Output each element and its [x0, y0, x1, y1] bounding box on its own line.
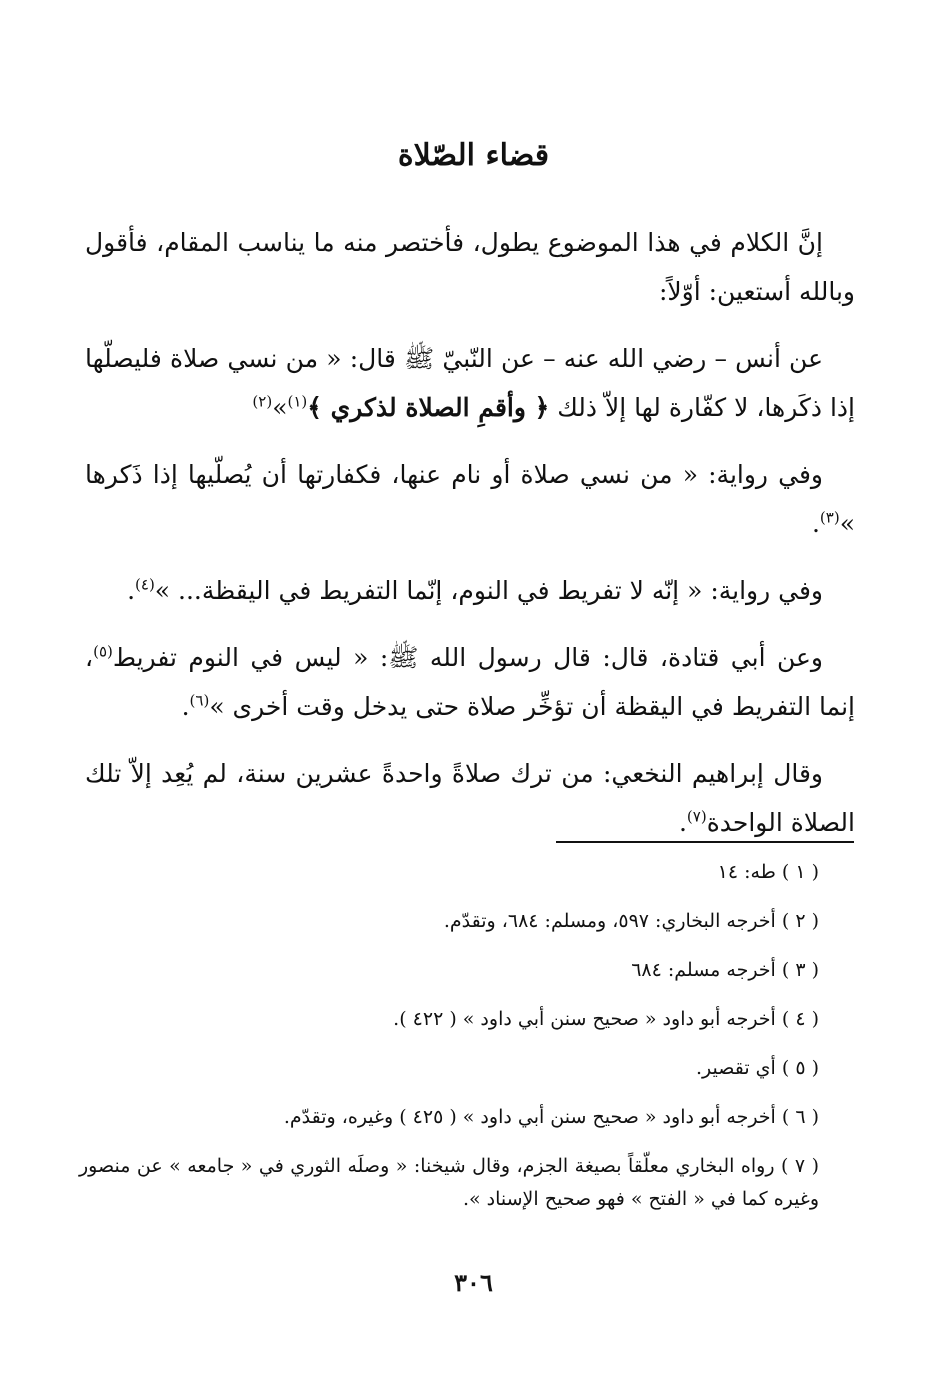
paragraph-abu-qatada — [85, 633, 855, 731]
footnote-marker-1[interactable]: (١) — [287, 392, 308, 411]
footnote-3: ( ٣ ) أخرجه مسلم: ٦٨٤ — [631, 959, 819, 981]
footnote-4: ( ٤ ) أخرجه أبو داود « صحيح سنن أبي داود » ( ٤٢٢ ). — [393, 1008, 819, 1030]
quran-verse: ﴿ وأقمِ الصلاة لذكري ﴾ — [307, 393, 550, 422]
nakhai-end: . — [678, 808, 687, 837]
footnote-marker-7[interactable]: (٧) — [686, 807, 707, 826]
nakhai-text: وقال إبراهيم النخعي: من ترك صلاةً واحدةً عشرين سنة، لم يُعِد إلاّ تلك الصلاة الواحدة — [85, 759, 855, 837]
paragraph-nakhai — [85, 749, 855, 847]
footnote-marker-4[interactable]: (٤) — [135, 575, 155, 594]
abu-qatada-text-2: ، إنما التفريط في اليقظة أن تؤخِّر صلاة حتى يدخل وقت أخرى » — [85, 643, 855, 721]
hadith-closing-quote: » — [272, 393, 288, 422]
footnote-separator — [556, 841, 854, 843]
hadith-text: عن أنس – رضي الله عنه – عن النّبيّ ﷺ قال: « من نسي صلاة فليصلّها إذا ذكَرها، لا كفّارة لها إلاّ ذلك — [85, 344, 855, 422]
riwaya-2-end: . — [127, 576, 136, 605]
footnotes-list — [79, 856, 819, 1232]
abu-qatada-end: . — [181, 692, 190, 721]
paragraph-intro — [85, 218, 855, 316]
riwaya-1-end: . — [811, 509, 820, 538]
paragraph-intro-text: إنَّ الكلام في هذا الموضوع يطول، فأختصر منه ما يناسب المقام، فأقول وبالله أستعين: أوّلاً: — [85, 228, 855, 306]
paragraph-riwaya-1 — [85, 450, 855, 548]
abu-qatada-text-1: وعن أبي قتادة، قال: قال رسول الله ﷺ: « ليس في النوم تفريط — [112, 643, 823, 672]
footnote-1: ( ١ ) طه: ١٤ — [717, 861, 819, 883]
footnote-2: ( ٢ ) أخرجه البخاري: ٥٩٧، ومسلم: ٦٨٤، وتقدّم. — [443, 910, 819, 932]
footnote-marker-3[interactable]: (٣) — [819, 508, 840, 527]
footnote-marker-5[interactable]: (٥) — [93, 642, 113, 661]
main-text — [85, 218, 855, 865]
footnote-6: ( ٦ ) أخرجه أبو داود « صحيح سنن أبي داود » ( ٤٢٥ ) وغيره، وتقدّم. — [283, 1106, 819, 1128]
paragraph-anas-hadith — [85, 334, 855, 432]
riwaya-1-text: وفي رواية: « من نسي صلاة أو نام عنها، فكفارتها أن يُصلّيها إذا ذَكرها » — [85, 460, 855, 538]
paragraph-riwaya-2 — [85, 566, 855, 615]
riwaya-2-text: وفي رواية: « إنّه لا تفريط في النوم، إنّما التفريط في اليقظة... » — [154, 576, 823, 605]
page-title: قضاء الصّلاة — [397, 138, 550, 173]
footnote-marker-6[interactable]: (٦) — [189, 691, 210, 710]
footnote-marker-2[interactable]: (٢) — [252, 392, 273, 411]
page-number: ٣٠٦ — [454, 1268, 493, 1297]
footnote-5: ( ٥ ) أي تقصير. — [696, 1057, 819, 1079]
footnote-7: ( ٧ ) رواه البخاري معلّقاً بصيغة الجزم، وقال شيخنا: « وصلَه الثوري في « جامعه » عن منصور وغيره كما في « الفتح » فهو صحيح الإسناد ». — [79, 1155, 820, 1210]
